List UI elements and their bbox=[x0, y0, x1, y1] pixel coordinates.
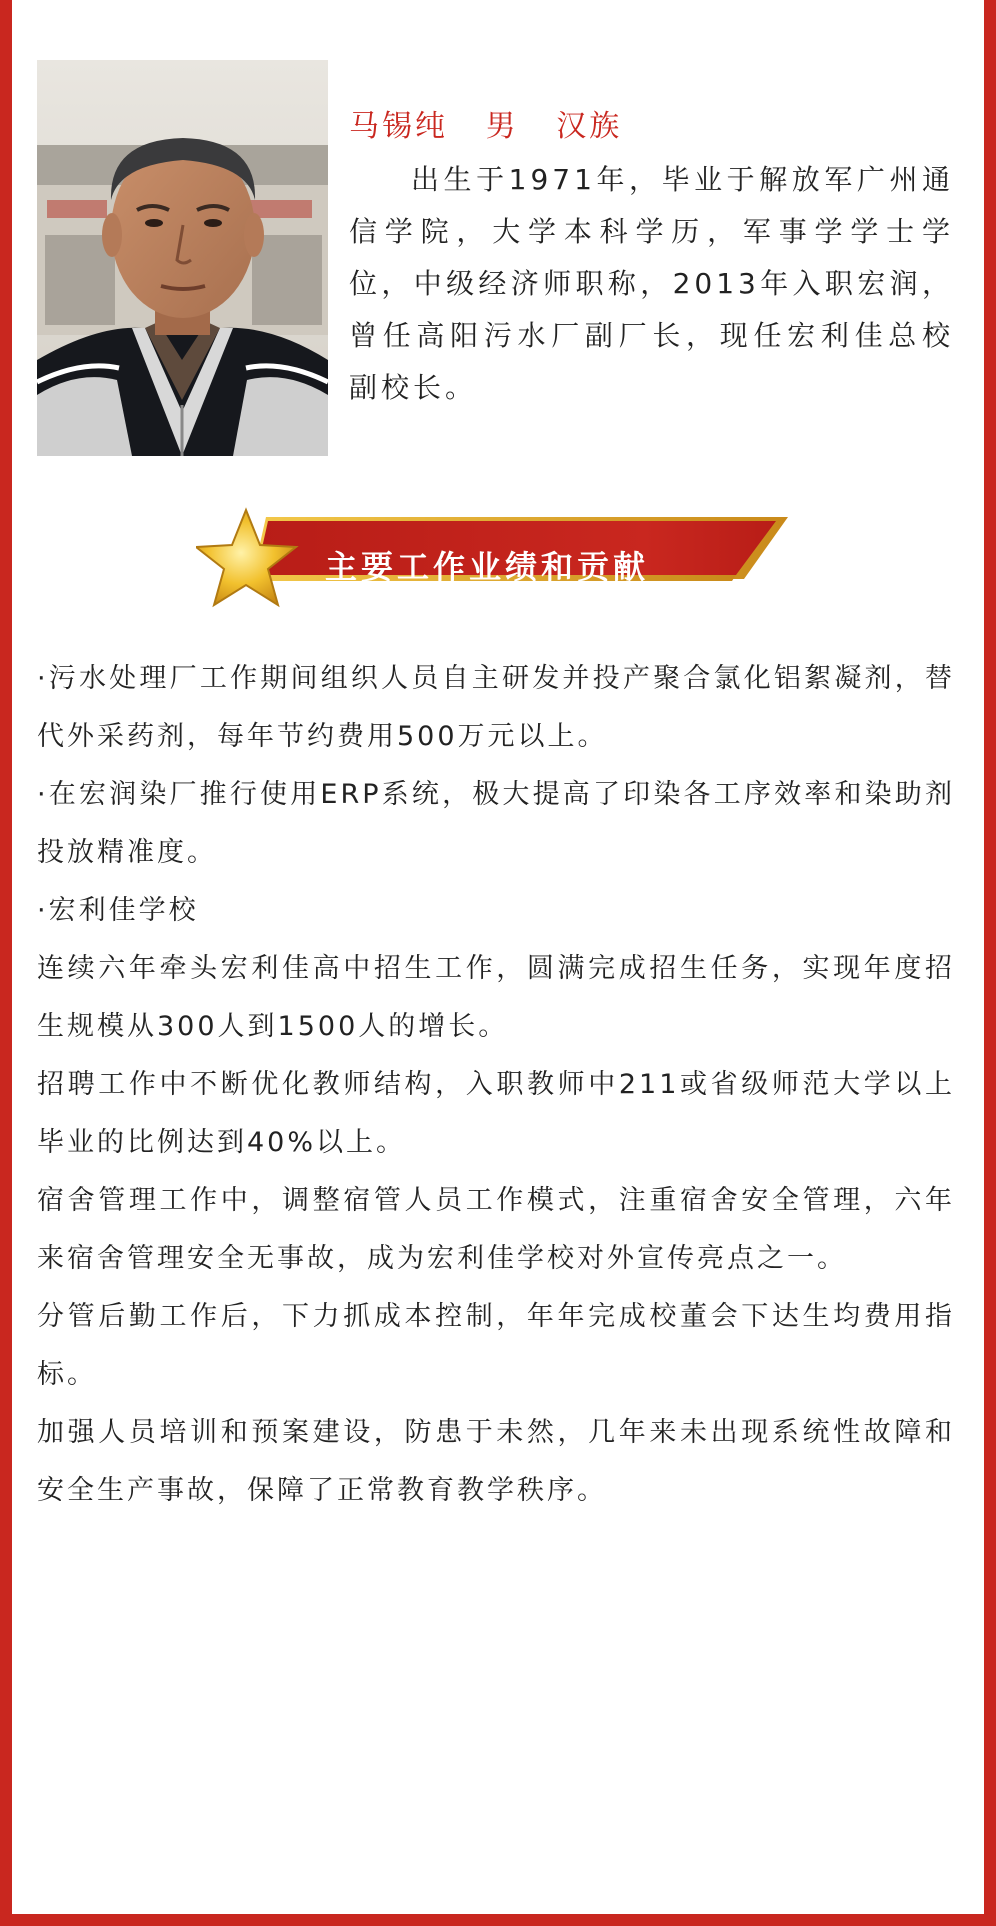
achievement-item: 招聘工作中不断优化教师结构，入职教师中211或省级师范大学以上毕业的比例达到40%以上。 bbox=[37, 1069, 955, 1158]
achievement-item: ·在宏润染厂推行使用ERP系统，极大提高了印染各工序效率和染助剂投放精准度。 bbox=[37, 779, 955, 868]
achievement-item: 宿舍管理工作中，调整宿管人员工作模式，注重宿舍安全管理，六年来宿舍管理安全无事故，成为宏利佳学校对外宣传亮点之一。 bbox=[37, 1185, 955, 1274]
achievements-list bbox=[37, 650, 955, 1520]
biography-text: 出生于1971年，毕业于解放军广州通信学院，大学本科学历，军事学学士学位，中级经济师职称，2013年入职宏润，曾任高阳污水厂副厂长，现任宏利佳总校副校长。 bbox=[349, 163, 954, 404]
name-gender-ethnicity: 马锡纯 男 汉族 bbox=[349, 109, 623, 144]
section-title: 主要工作业绩和贡献 bbox=[325, 548, 650, 586]
portrait-photo bbox=[37, 60, 328, 456]
achievement-item: 分管后勤工作后，下力抓成本控制，年年完成校董会下达生均费用指标。 bbox=[37, 1301, 955, 1390]
achievement-item: ·污水处理厂工作期间组织人员自主研发并投产聚合氯化铝絮凝剂，替代外采药剂，每年节约费用500万元以上。 bbox=[37, 663, 955, 752]
achievement-item: ·宏利佳学校 bbox=[37, 895, 199, 926]
profile-block bbox=[349, 104, 954, 414]
achievement-item: 加强人员培训和预案建设，防患于未然，几年来未出现系统性故障和安全生产事故，保障了正常教育教学秩序。 bbox=[37, 1417, 955, 1506]
achievement-item: 连续六年牵头宏利佳高中招生工作，圆满完成招生任务，实现年度招生规模从300人到1500人的增长。 bbox=[37, 953, 955, 1042]
